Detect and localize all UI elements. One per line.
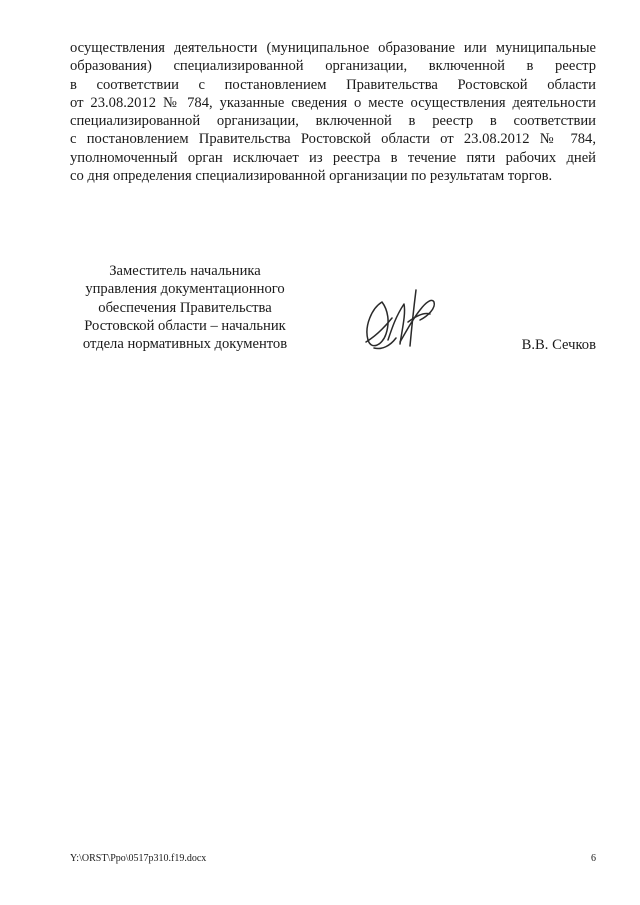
signer-title-line: управления документационного — [85, 281, 285, 298]
paragraph-line: со дня определения специализированной организации по результатам торгов. — [70, 168, 553, 185]
signer-title-line: отдела нормативных документов — [82, 336, 288, 353]
signer-title-line: Заместитель начальника — [109, 263, 261, 279]
handwritten-signature — [360, 282, 440, 354]
signer-title-line: Ростовской области – начальник — [84, 317, 286, 334]
page-footer — [70, 853, 596, 867]
signer-title-line: обеспечения Правительства — [98, 299, 272, 316]
signer-title — [70, 262, 300, 353]
paragraph-line: от 23.08.2012 № 784, указанные сведения о месте осуществления деятельности — [70, 94, 596, 111]
paragraph-line: в соответствии с постановлением Правительства Ростовской области — [70, 76, 596, 93]
paragraph-line: с постановлением Правительства Ростовской области от 23.08.2012 № 784, — [70, 131, 596, 148]
signer-name: В.В. Сечков — [521, 337, 596, 353]
file-path: Y:\ORST\Ppo\0517p310.f19.docx — [70, 853, 207, 864]
body-paragraph — [70, 39, 596, 185]
paragraph-line: уполномоченный орган исключает из реестра в течение пяти рабочих дней — [70, 149, 596, 166]
paragraph-line: специализированной организации, включенной в реестр в соответствии — [70, 113, 596, 130]
page-number: 6 — [591, 853, 596, 864]
paragraph-line: образования) специализированной организации, включенной в реестр — [70, 58, 596, 75]
paragraph-line: осуществления деятельности (муниципальное образование или муниципальные — [70, 40, 596, 56]
